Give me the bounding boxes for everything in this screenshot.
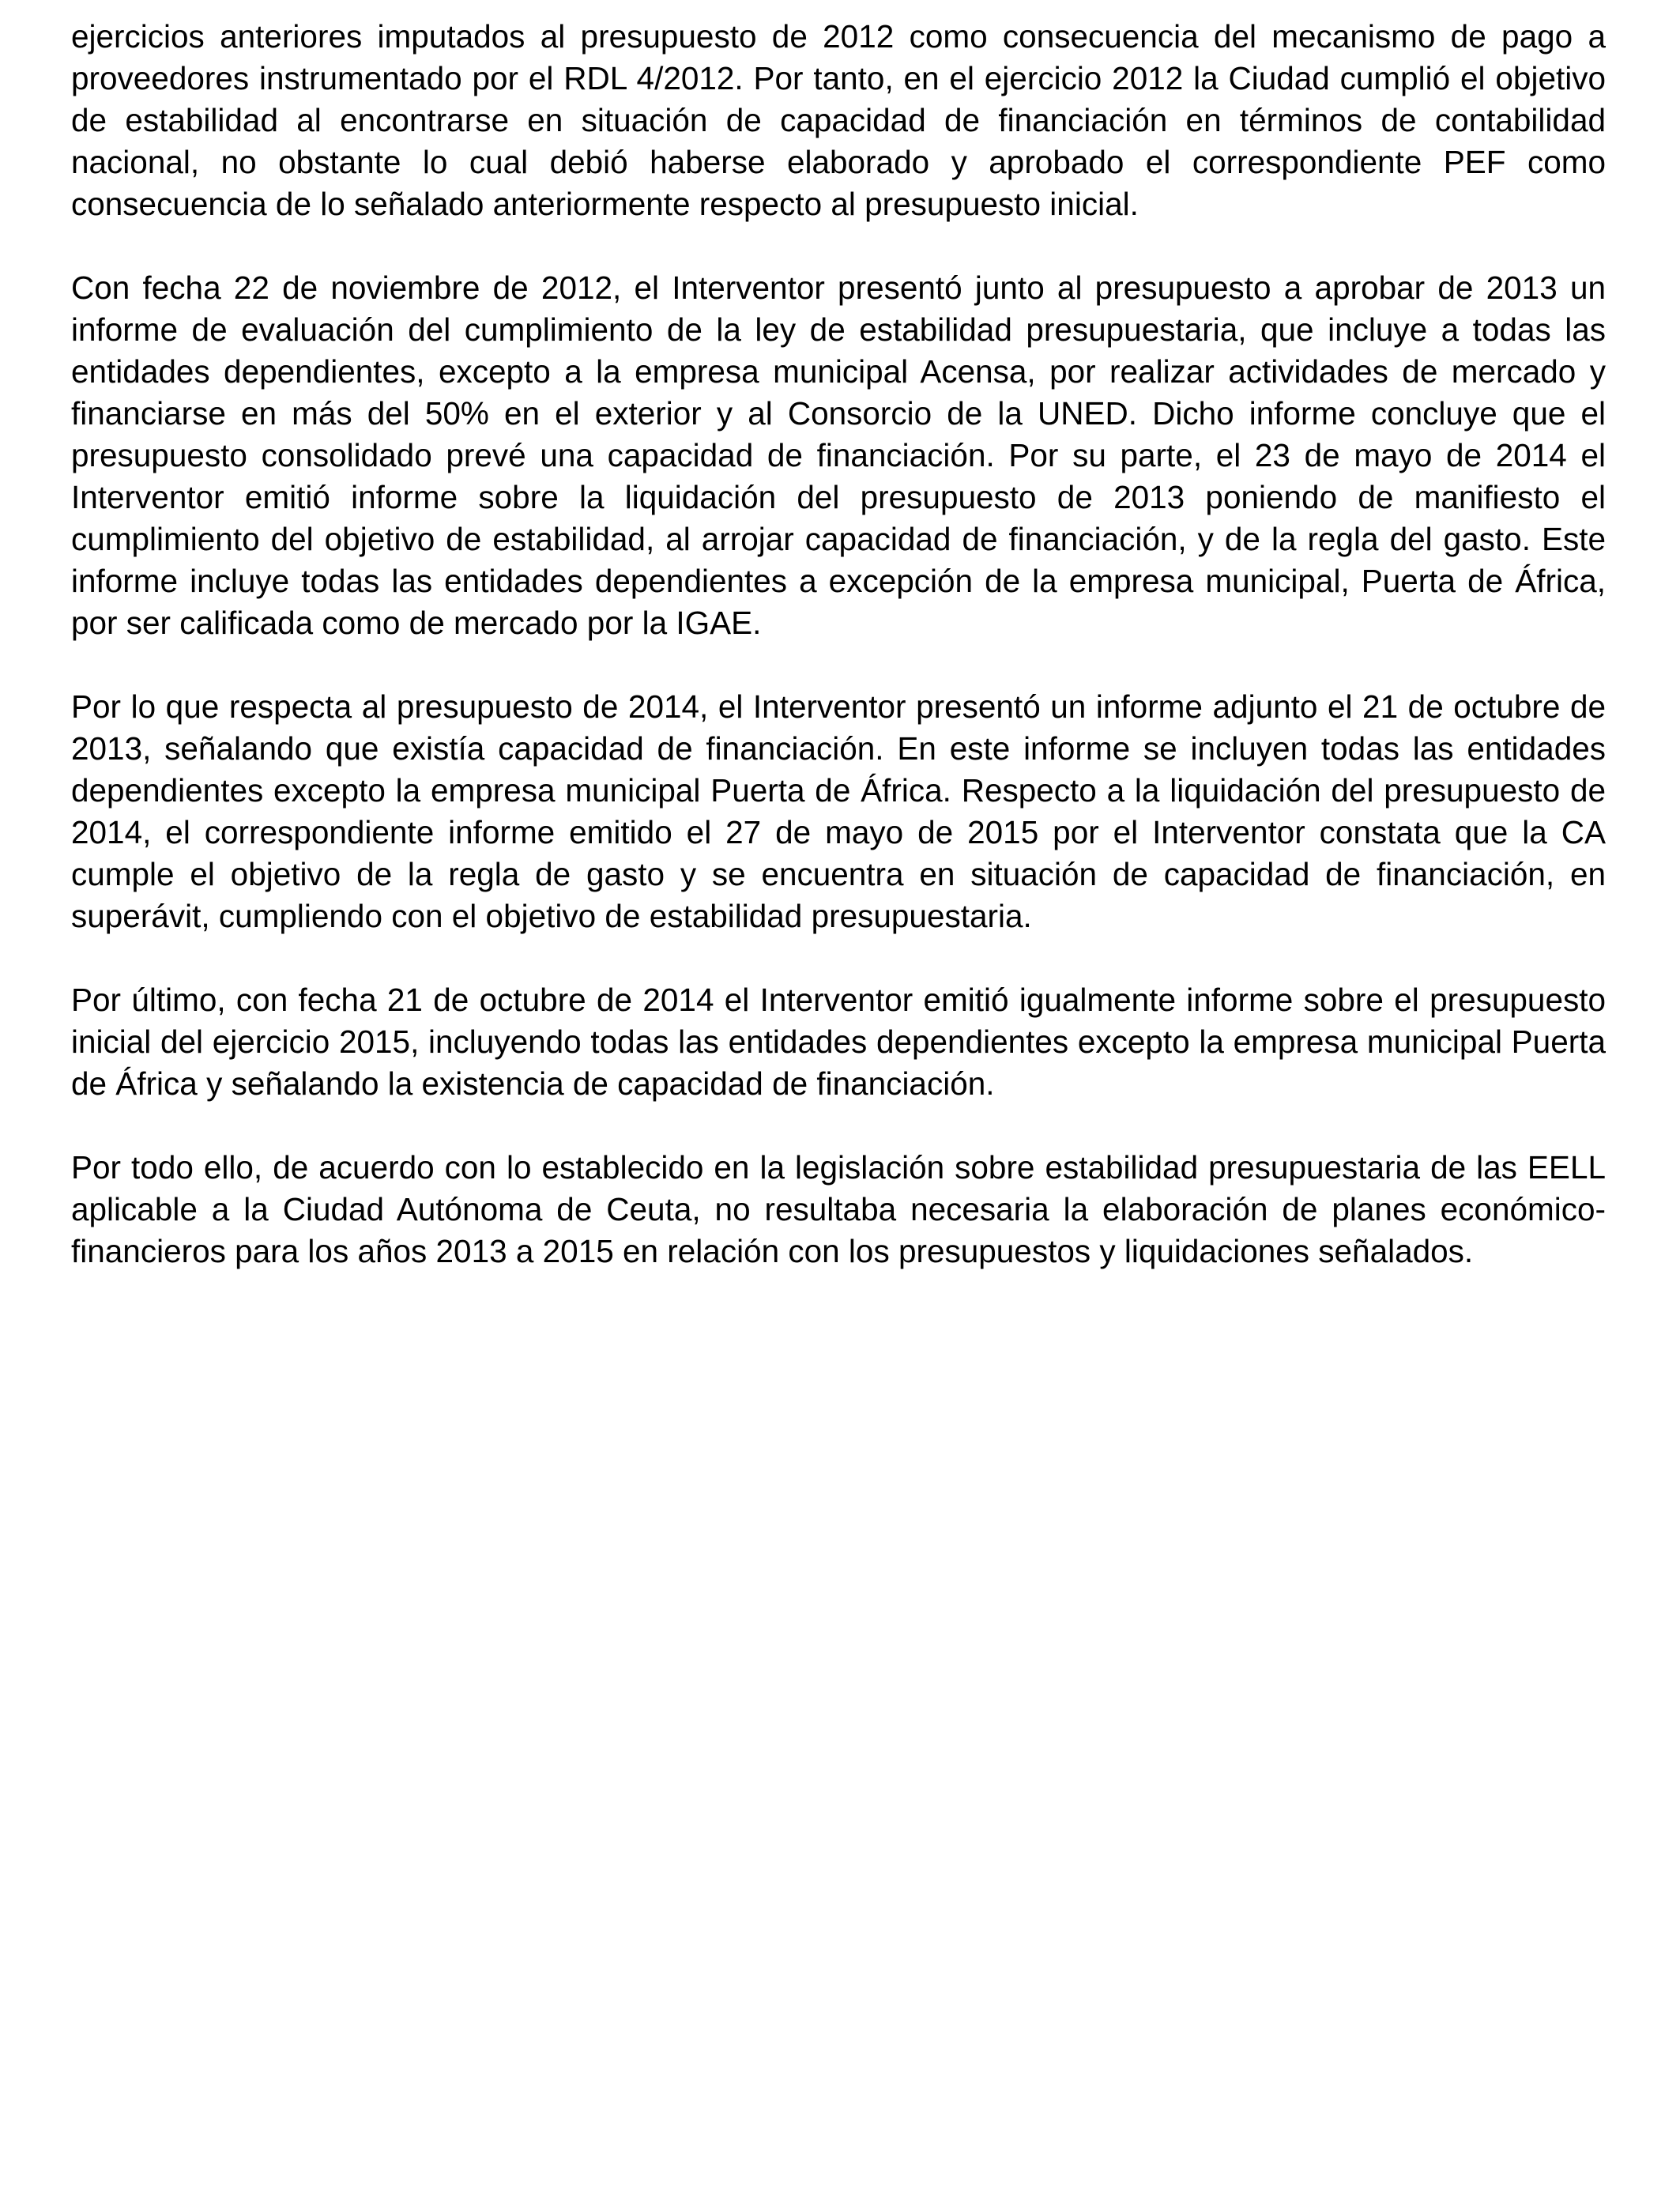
paragraph-presupuesto-2015: Por último, con fecha 21 de octubre de 2014 el Interventor emitió igualmente informe sobre el presupuesto inicial del ejercicio 2015, incluyendo todas las entidades dependientes excepto la empresa municipal Puerta de África y señalando la existencia de capacidad de financiación. — [71, 982, 1606, 1102]
paragraph-informe-2013: Con fecha 22 de noviembre de 2012, el Interventor presentó junto al presupuesto a aprobar de 2013 un informe de evaluación del cumplimiento de la ley de estabilidad presupuestaria, que incluye a todas las entidades dependientes, excepto a la empresa municipal Acensa, por realizar actividades de mercado y financiarse en más del 50% en el exterior y al Consorcio de la UNED. Dicho informe concluye que el presupuesto consolidado prevé una capacidad de financiación. Por su parte, el 23 de mayo de 2014 el Interventor emitió informe sobre la liquidación del presupuesto de 2013 poniendo de manifiesto el cumplimiento del objetivo de estabilidad, al arrojar capacidad de financiación, y de la regla del gasto. Este informe incluye todas las entidades dependientes a excepción de la empresa municipal, Puerta de África, por ser calificada como de mercado por la IGAE. — [71, 270, 1606, 641]
paragraph-estabilidad-2012: ejercicios anteriores imputados al presupuesto de 2012 como consecuencia del mecanismo de pago a proveedores instrumentado por el RDL 4/2012. Por tanto, en el ejercicio 2012 la Ciudad cumplió el objetivo de estabilidad al encontrarse en situación de capacidad de financiación en términos de contabilidad nacional, no obstante lo cual debió haberse elaborado y aprobado el correspondiente PEF como consecuencia de lo señalado anteriormente respecto al presupuesto inicial. — [71, 18, 1606, 222]
document-page — [71, 16, 1606, 1314]
paragraph-presupuesto-2014: Por lo que respecta al presupuesto de 2014, el Interventor presentó un informe adjunto el 21 de octubre de 2013, señalando que existía capacidad de financiación. En este informe se incluyen todas las entidades dependientes excepto la empresa municipal Puerta de África. Respecto a la liquidación del presupuesto de 2014, el correspondiente informe emitido el 27 de mayo de 2015 por el Interventor constata que la CA cumple el objetivo de la regla de gasto y se encuentra en situación de capacidad de financiación, en superávit, cumpliendo con el objetivo de estabilidad presupuestaria. — [71, 688, 1606, 934]
paragraph-conclusion: Por todo ello, de acuerdo con lo establecido en la legislación sobre estabilidad presupuestaria de las EELL aplicable a la Ciudad Autónoma de Ceuta, no resultaba necesaria la elaboración de planes económico-financieros para los años 2013 a 2015 en relación con los presupuestos y liquidaciones señalados. — [71, 1149, 1606, 1269]
